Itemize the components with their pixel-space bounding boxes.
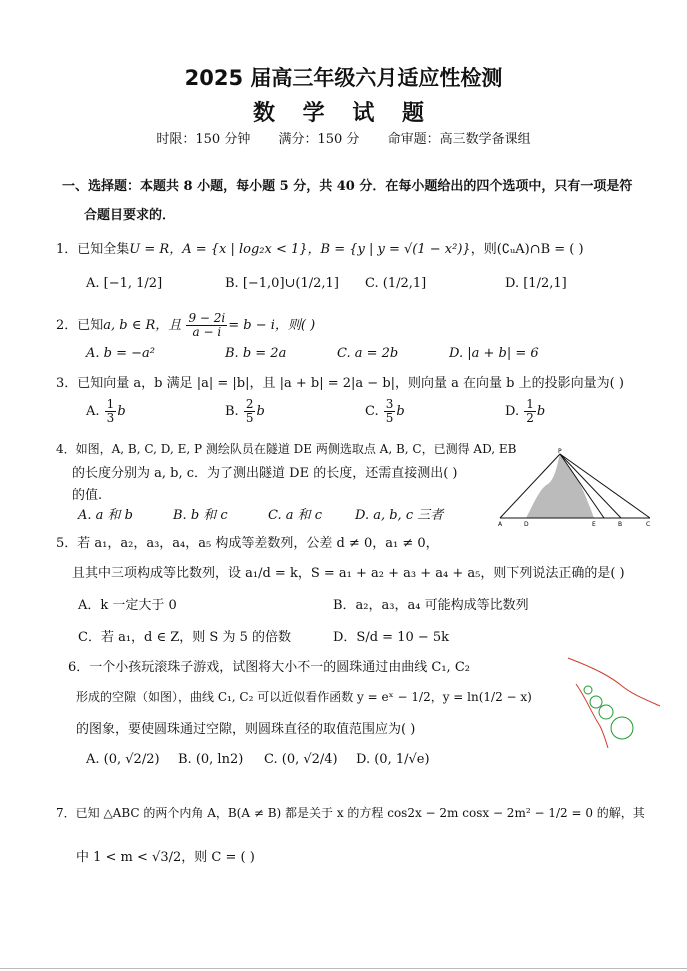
q3-option-b-frac xyxy=(244,398,256,425)
q6-option-b[interactable]: B. (0, ln2) xyxy=(178,752,244,767)
q2-fraction xyxy=(186,312,227,339)
reviewer: 命审题：高三数学备课组 xyxy=(387,132,531,147)
label-d: D xyxy=(524,521,529,528)
q3-option-a-label: A. xyxy=(86,404,100,419)
q1-prefix: 1．已知全集 xyxy=(56,242,130,257)
question-7-line1: 7．已知 △ABC 的两个内角 A，B(A ≠ B) 都是关于 x 的方程 cos2x − 2m cosx − 2m² − 1/2 = 0 的解，其 xyxy=(56,806,645,820)
time-limit: 时限：150 分钟 xyxy=(156,132,251,147)
q3-c-den: 5 xyxy=(385,411,394,425)
q2-denominator: a − i xyxy=(192,325,222,339)
q5-option-d[interactable]: D．S/d = 10 − 5k xyxy=(333,630,450,645)
curve-c1 xyxy=(568,658,660,706)
q1-option-a[interactable]: A. [−1, 1/2] xyxy=(86,276,163,291)
q4-option-d[interactable]: D. a, b, c 三者 xyxy=(355,508,444,523)
q3-a-den: 3 xyxy=(106,411,115,425)
question-4-line3: 的值. xyxy=(72,488,103,503)
q3-c-vec: b xyxy=(396,404,405,419)
q6-option-c[interactable]: C. (0, √2/4) xyxy=(264,752,338,767)
label-p: P xyxy=(558,448,562,455)
q6-option-a[interactable]: A. (0, √2/2) xyxy=(86,752,160,767)
question-6-line1: 6．一个小孩玩滚珠子游戏，试图将大小不一的圆珠通过由曲线 C₁, C₂ xyxy=(68,660,470,675)
q1-set-b: ，B = {y | y = √(1 − x²)} xyxy=(307,242,471,257)
question-4-line1: 4．如图，A, B, C, D, E, P 测绘队员在隧道 DE 两侧选取点 A, B, C，已测得 AD, EB xyxy=(56,442,517,456)
q3-option-c-frac xyxy=(384,398,396,425)
q2-prefix: 2．已知 xyxy=(56,318,104,333)
label-c: C xyxy=(646,521,651,528)
q1-set-u: U = R xyxy=(129,242,170,257)
q3-b-num: 2 xyxy=(245,397,254,411)
q3-option-c[interactable] xyxy=(365,398,405,425)
q3-a-num: 1 xyxy=(106,397,115,411)
q3-a-vec: b xyxy=(117,404,126,419)
q5-option-a[interactable]: A．k 一定大于 0 xyxy=(78,598,177,613)
bead-small xyxy=(584,686,592,694)
subject-title: 数 学 试 题 xyxy=(253,101,434,126)
q3-option-a[interactable] xyxy=(86,398,126,425)
question-5-line2: 且其中三项构成等比数列，设 a₁/d = k，S = a₁ + a₂ + a₃ + a₄ + a₅，则下列说法正确的是( ) xyxy=(72,566,625,581)
q2-rest: = b − i，则( ) xyxy=(228,318,316,333)
beads-figure xyxy=(564,654,664,750)
q3-option-d-frac xyxy=(524,398,536,425)
question-1 xyxy=(56,238,584,257)
section-heading-line2: 合题目要求的． xyxy=(84,208,176,223)
mountain-shape xyxy=(526,454,594,518)
q3-option-d[interactable] xyxy=(505,398,545,425)
q3-d-num: 1 xyxy=(526,397,534,411)
q3-c-num: 3 xyxy=(385,397,394,411)
q1-set-a: ，A = {x | log₂x < 1} xyxy=(169,242,308,257)
q4-option-a[interactable]: A. a 和 b xyxy=(78,508,133,523)
q3-option-b[interactable] xyxy=(225,398,265,425)
bead-medium-2 xyxy=(599,705,613,719)
q3-option-d-label: D. xyxy=(505,404,520,419)
question-2 xyxy=(56,312,315,339)
question-6-line2: 形成的空隙（如图），曲线 C₁, C₂ 可以近似看作函数 y = eˣ − 1/2，y = ln(1/2 − x) xyxy=(76,690,532,704)
q2-option-a[interactable]: A. b = −a² xyxy=(86,346,155,361)
question-6-line3: 的图象，要使圆珠通过空隙，则圆珠直径的取值范围应为( ) xyxy=(76,722,416,737)
q5-option-c[interactable]: C．若 a₁，d ∈ Z，则 S 为 5 的倍数 xyxy=(78,630,291,645)
q6-option-d[interactable]: D. (0, 1/√e) xyxy=(356,752,430,767)
q4-option-c[interactable]: C. a 和 c xyxy=(268,508,323,523)
q1-ask: ，则(∁ᵤA)∩B = ( ) xyxy=(470,242,584,257)
q3-b-den: 5 xyxy=(245,411,254,425)
label-e: E xyxy=(592,521,596,528)
question-7-line2: 中 1 < m < √3/2，则 C = ( ) xyxy=(76,850,255,865)
q3-d-den: 2 xyxy=(526,411,534,425)
q1-option-d[interactable]: D. [1/2,1] xyxy=(505,276,567,291)
label-a: A xyxy=(498,521,503,528)
q3-b-vec: b xyxy=(256,404,265,419)
q2-numerator: 9 − 2i xyxy=(188,311,226,325)
q3-option-a-frac xyxy=(105,398,117,425)
q5-option-b[interactable]: B．a₂，a₃，a₄ 可能构成等比数列 xyxy=(333,598,529,613)
q1-option-c[interactable]: C. (1/2,1] xyxy=(365,276,427,291)
bead-large xyxy=(611,717,633,739)
question-5-line1: 5．若 a₁，a₂，a₃，a₄，a₅ 构成等差数列，公差 d ≠ 0，a₁ ≠ 0， xyxy=(56,536,439,551)
question-4-line2: 的长度分别为 a, b, c．为了测出隧道 DE 的长度，还需直接测出( ) xyxy=(72,466,458,481)
bead-medium-1 xyxy=(590,696,602,708)
q2-option-b[interactable]: B. b = 2a xyxy=(225,346,287,361)
question-3: 3．已知向量 a，b 满足 |a| = |b|，且 |a + b| = 2|a − b|，则向量 a 在向量 b 上的投影向量为( ) xyxy=(56,376,624,391)
q3-d-vec: b xyxy=(536,404,546,419)
page-bottom-divider xyxy=(0,968,687,969)
q3-option-b-label: B. xyxy=(225,404,239,419)
q1-option-b[interactable]: B. [−1,0]∪(1/2,1] xyxy=(225,276,339,291)
exam-title: 2025 届高三年级六月适应性检测 xyxy=(184,66,503,90)
curve-c2 xyxy=(576,684,608,748)
label-b: B xyxy=(618,521,623,528)
q4-option-b[interactable]: B. b 和 c xyxy=(173,508,228,523)
section-heading-line1: 一、选择题：本题共 8 小题，每小题 5 分，共 40 分．在每小题给出的四个选项中，只有一项是符 xyxy=(62,179,633,194)
full-score: 满分：150 分 xyxy=(278,132,360,147)
exam-meta xyxy=(0,128,687,147)
q2-cond: a, b ∈ R，且 xyxy=(103,318,182,333)
q2-option-c[interactable]: C. a = 2b xyxy=(337,346,399,361)
tunnel-figure xyxy=(496,448,654,528)
q3-option-c-label: C. xyxy=(365,404,379,419)
q2-option-d[interactable]: D. |a + b| = 6 xyxy=(449,346,539,361)
